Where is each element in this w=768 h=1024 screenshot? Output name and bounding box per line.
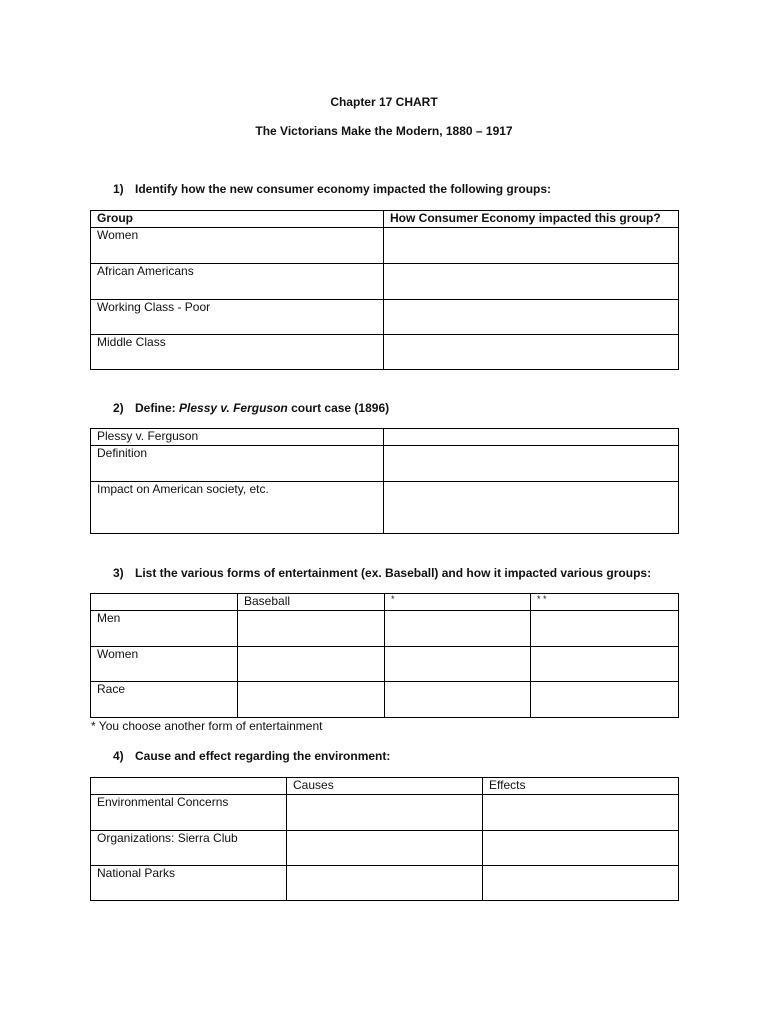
row-label: Men — [91, 611, 238, 647]
question-2-number: 2) — [113, 401, 124, 415]
entertainment-table — [90, 593, 679, 718]
row-label: Race — [91, 682, 238, 718]
question-2-prefix: Define: — [135, 401, 180, 415]
question-2-suffix: court case (1896) — [287, 401, 390, 415]
answer-cell[interactable] — [287, 866, 483, 901]
answer-cell[interactable] — [385, 682, 531, 718]
question-3-text: List the various forms of entertainment (ex. Baseball) and how it impacted various groups: — [135, 566, 652, 580]
table-row — [91, 300, 679, 335]
table-row — [91, 228, 679, 264]
table-row — [91, 682, 679, 718]
question-2-case-name: Plessy v. Ferguson — [179, 401, 288, 415]
header-group: Group — [91, 211, 384, 228]
entertainment-footnote: * You choose another form of entertainment — [91, 719, 323, 733]
answer-cell[interactable] — [384, 335, 679, 370]
header-causes: Causes — [287, 778, 483, 795]
header-impact: How Consumer Economy impacted this group? — [384, 211, 679, 228]
row-label: Women — [91, 647, 238, 682]
table-row — [91, 866, 679, 901]
table-row — [91, 482, 679, 534]
answer-cell[interactable] — [385, 611, 531, 647]
table-row — [91, 429, 679, 446]
header-baseball: Baseball — [238, 594, 385, 611]
answer-cell[interactable] — [287, 795, 483, 831]
answer-cell[interactable] — [384, 446, 679, 482]
header-effects: Effects — [483, 778, 679, 795]
plessy-table — [90, 428, 679, 534]
row-label: Definition — [91, 446, 384, 482]
answer-cell[interactable] — [483, 866, 679, 901]
question-3-number: 3) — [113, 566, 124, 580]
answer-cell[interactable] — [238, 611, 385, 647]
header-choice-2: * * — [531, 594, 679, 611]
question-4-text: Cause and effect regarding the environment: — [135, 749, 391, 763]
chart-subtitle: The Victorians Make the Modern, 1880 – 1917 — [255, 124, 513, 138]
environment-table — [90, 777, 679, 901]
row-label: Working Class - Poor — [91, 300, 384, 335]
answer-cell[interactable] — [238, 682, 385, 718]
answer-cell[interactable] — [531, 647, 679, 682]
answer-cell[interactable] — [531, 611, 679, 647]
question-1 — [113, 182, 551, 196]
row-label: Organizations: Sierra Club — [91, 831, 287, 866]
table-row — [91, 446, 679, 482]
row-label: Middle Class — [91, 335, 384, 370]
header-blank — [91, 594, 238, 611]
question-4-number: 4) — [113, 749, 124, 763]
table-row — [91, 795, 679, 831]
question-4 — [113, 749, 390, 763]
answer-cell[interactable] — [384, 228, 679, 264]
row-label: African Americans — [91, 264, 384, 300]
answer-cell[interactable] — [238, 647, 385, 682]
question-1-number: 1) — [113, 182, 124, 196]
answer-cell[interactable] — [384, 429, 679, 446]
answer-cell[interactable] — [287, 831, 483, 866]
answer-cell[interactable] — [483, 795, 679, 831]
answer-cell[interactable] — [384, 264, 679, 300]
row-label: Women — [91, 228, 384, 264]
table-row — [91, 647, 679, 682]
answer-cell[interactable] — [531, 682, 679, 718]
table-row — [91, 831, 679, 866]
question-3 — [113, 566, 651, 580]
row-label: National Parks — [91, 866, 287, 901]
header-blank — [91, 778, 287, 795]
table-row — [91, 264, 679, 300]
chapter-title: Chapter 17 CHART — [330, 95, 438, 109]
answer-cell[interactable] — [384, 482, 679, 534]
question-2 — [113, 401, 389, 415]
question-1-text: Identify how the new consumer economy impacted the following groups: — [135, 182, 552, 196]
table-row — [91, 611, 679, 647]
answer-cell[interactable] — [385, 647, 531, 682]
table-row — [91, 335, 679, 370]
row-label: Environmental Concerns — [91, 795, 287, 831]
consumer-economy-table — [90, 210, 679, 370]
row-label: Plessy v. Ferguson — [91, 429, 384, 446]
answer-cell[interactable] — [384, 300, 679, 335]
row-label: Impact on American society, etc. — [91, 482, 384, 534]
header-choice-1: * — [385, 594, 531, 611]
answer-cell[interactable] — [483, 831, 679, 866]
